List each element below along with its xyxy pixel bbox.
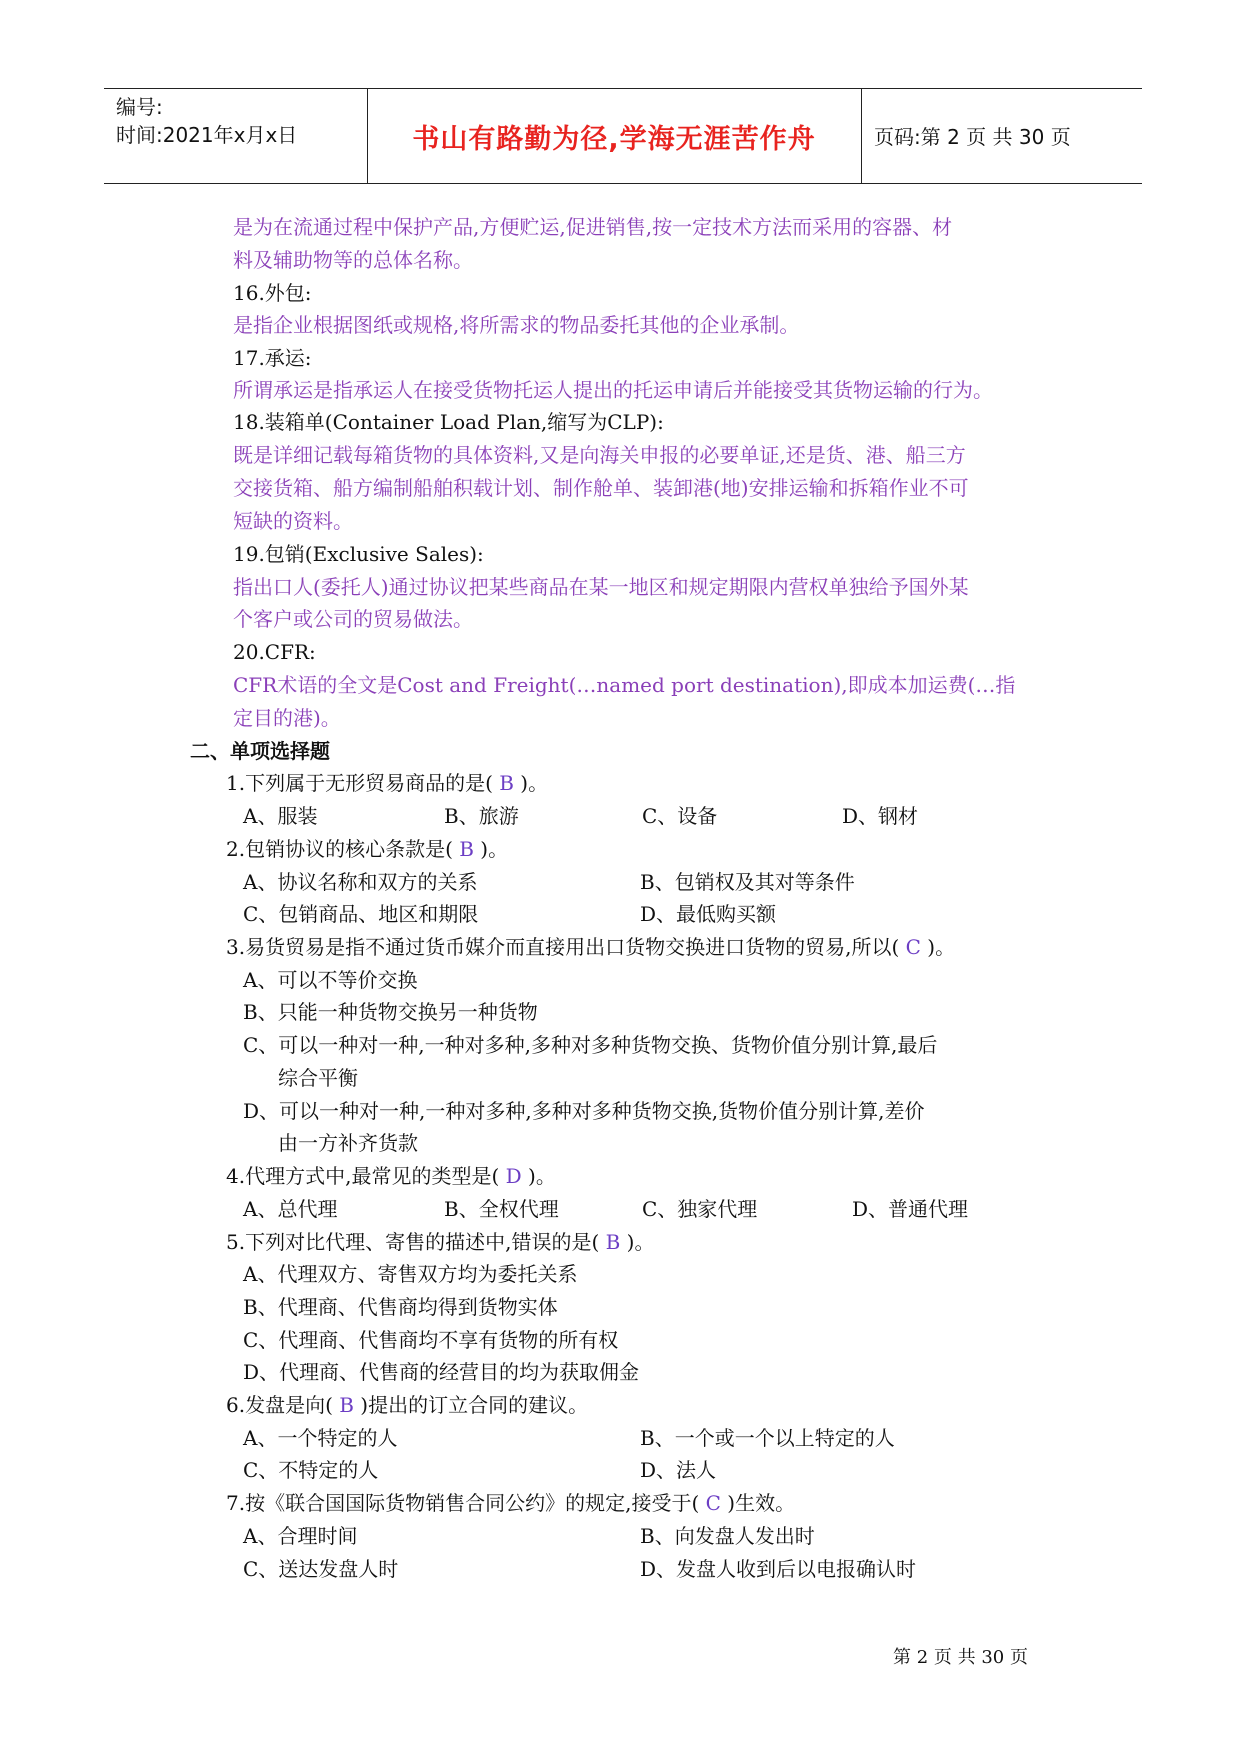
- text-line: 3.易货贸易是指不通过货币媒介而直接用出口货物交换进口货物的贸易,所以( C )。: [226, 935, 956, 959]
- text-line: C、独家代理: [642, 1197, 758, 1221]
- text-line: D、发盘人收到后以电报确认时: [640, 1557, 917, 1581]
- page-footer: 第 2 页 共 30 页: [893, 1647, 1028, 1668]
- header-meta: [116, 93, 297, 149]
- answer-letter: D: [505, 1164, 522, 1188]
- text-line: 2.包销协议的核心条款是( B )。: [226, 837, 509, 861]
- text-line: A、协议名称和双方的关系: [243, 870, 478, 894]
- header-number-label: 编号:: [116, 95, 163, 119]
- text-line: 19.包销(Exclusive Sales):: [233, 542, 484, 566]
- text-line: 7.按《联合国国际货物销售合同公约》的规定,接受于( C )生效。: [226, 1491, 796, 1515]
- text-line: D、法人: [640, 1458, 717, 1482]
- answer-letter: C: [905, 935, 921, 959]
- text-line: D、普通代理: [852, 1197, 969, 1221]
- definition-text: 是指企业根据图纸或规格,将所需求的物品委托其他的企业承制。: [233, 313, 800, 337]
- definition-text: 定目的港)。: [233, 706, 341, 730]
- text-line: A、合理时间: [243, 1524, 358, 1548]
- definition-text: 料及辅助物等的总体名称。: [233, 248, 473, 272]
- text-line: B、全权代理: [444, 1197, 559, 1221]
- text-line: C、可以一种对一种,一种对多种,多种对多种货物交换、货物价值分别计算,最后: [243, 1033, 938, 1057]
- text-line: D、钢材: [842, 804, 919, 828]
- definition-text: 交接货箱、船方编制船舶积载计划、制作舱单、装卸港(地)安排运输和拆箱作业不可: [233, 476, 969, 500]
- text-line: C、送达发盘人时: [243, 1557, 399, 1581]
- text-line: B、代理商、代售商均得到货物实体: [243, 1295, 558, 1319]
- text-line: 5.下列对比代理、寄售的描述中,错误的是( B )。: [226, 1230, 655, 1254]
- definition-text: CFR术语的全文是Cost and Freight(…named port destination),即成本加运费(…指: [233, 673, 1016, 697]
- page-header: [104, 88, 1142, 184]
- text-line: B、一个或一个以上特定的人: [640, 1426, 895, 1450]
- text-line: 20.CFR:: [233, 640, 316, 664]
- text-line: D、可以一种对一种,一种对多种,多种对多种货物交换,货物价值分别计算,差价: [243, 1099, 925, 1123]
- answer-letter: B: [605, 1230, 621, 1254]
- text-line: A、总代理: [243, 1197, 338, 1221]
- text-line: B、旅游: [444, 804, 519, 828]
- header-page-label: 页码:第 2 页 共 30 页: [874, 125, 1071, 149]
- text-line: 1.下列属于无形贸易商品的是( B )。: [226, 771, 549, 795]
- text-line: C、包销商品、地区和期限: [243, 902, 479, 926]
- text-line: 综合平衡: [278, 1066, 358, 1090]
- text-line: 由一方补齐货款: [278, 1131, 418, 1155]
- text-line: 17.承运:: [233, 346, 312, 370]
- text-line: C、代理商、代售商均不享有货物的所有权: [243, 1328, 619, 1352]
- definition-text: 是为在流通过程中保护产品,方便贮运,促进销售,按一定技术方法而采用的容器、材: [233, 215, 953, 239]
- definition-text: 个客户或公司的贸易做法。: [233, 607, 473, 631]
- text-line: D、最低购买额: [640, 902, 777, 926]
- header-motto: 书山有路勤为径,学海无涯苦作舟: [412, 124, 816, 155]
- text-line: D、代理商、代售商的经营目的均为获取佣金: [243, 1360, 640, 1384]
- answer-letter: B: [339, 1393, 354, 1417]
- header-divider: [367, 89, 368, 183]
- header-divider: [861, 89, 862, 183]
- answer-letter: B: [499, 771, 514, 795]
- text-line: C、设备: [642, 804, 718, 828]
- text-line: A、代理双方、寄售双方均为委托关系: [243, 1262, 578, 1286]
- text-line: 4.代理方式中,最常见的类型是( D )。: [226, 1164, 556, 1188]
- section-heading: 二、单项选择题: [190, 739, 330, 763]
- text-line: 6.发盘是向( B )提出的订立合同的建议。: [226, 1393, 589, 1417]
- definition-text: 既是详细记载每箱货物的具体资料,又是向海关申报的必要单证,还是货、港、船三方: [233, 443, 966, 467]
- answer-letter: B: [459, 837, 474, 861]
- text-line: C、不特定的人: [243, 1458, 379, 1482]
- answer-letter: C: [705, 1491, 721, 1515]
- definition-text: 指出口人(委托人)通过协议把某些商品在某一地区和规定期限内营权单独给予国外某: [233, 575, 969, 599]
- text-line: 18.装箱单(Container Load Plan,缩写为CLP):: [233, 410, 664, 434]
- text-line: B、向发盘人发出时: [640, 1524, 815, 1548]
- text-line: 16.外包:: [233, 281, 312, 305]
- text-line: A、可以不等价交换: [243, 968, 418, 992]
- text-line: A、服装: [243, 804, 318, 828]
- text-line: B、只能一种货物交换另一种货物: [243, 1000, 538, 1024]
- header-time-label: 时间:2021年x月x日: [116, 123, 298, 147]
- definition-text: 所谓承运是指承运人在接受货物托运人提出的托运申请后并能接受其货物运输的行为。: [233, 378, 993, 402]
- text-line: B、包销权及其对等条件: [640, 870, 855, 894]
- text-line: A、一个特定的人: [243, 1426, 398, 1450]
- definition-text: 短缺的资料。: [233, 509, 353, 533]
